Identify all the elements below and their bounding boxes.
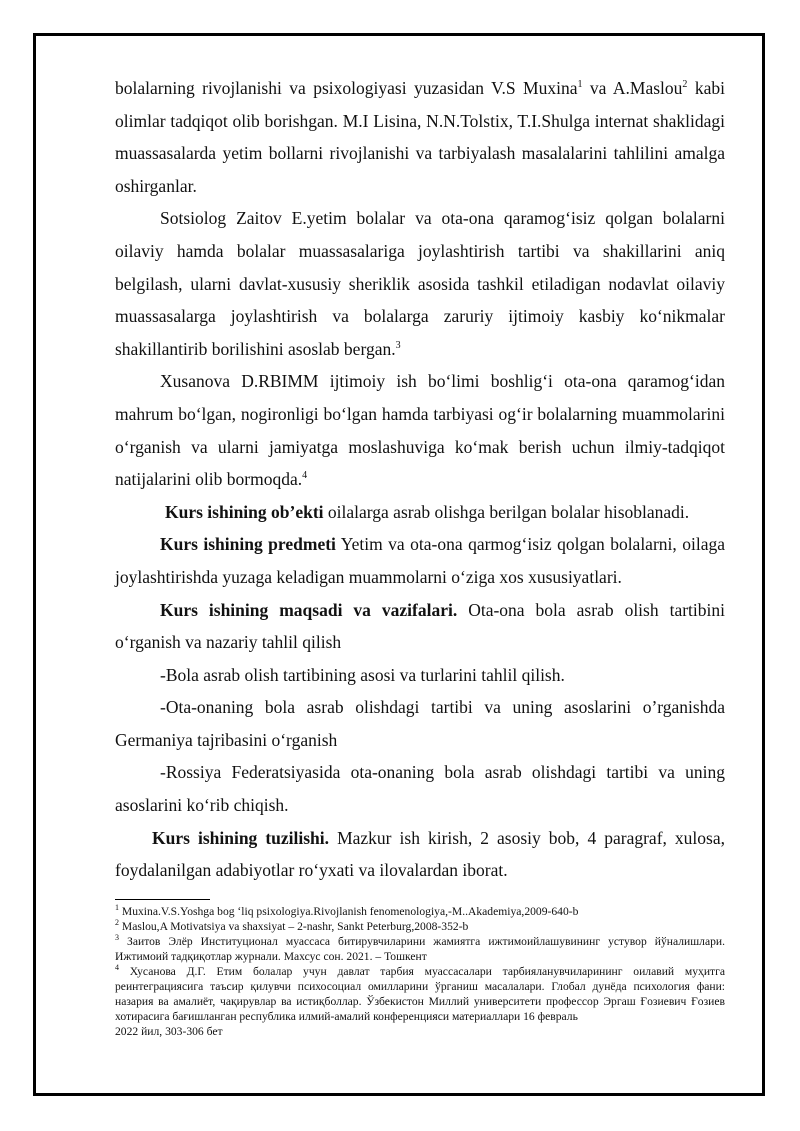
- paragraph-3: Xusanova D.RBIMM ijtimoiy ish bo‘limi boshlig‘i ota-ona qaramog‘idan mahrum bo‘lgan, nogironligi bo‘lgan hamda tarbiyasi og‘ir bolalarning muammolarini o‘rganish va ularni jamiyatga moslashuviga ko‘mak berish uchun ilmiy-tadqiqot natijalarini olib bormoqda.$^4$: [115, 371, 725, 490]
- list-item: -Ota-onaning bola asrab olishdagi tartibi va uning asoslarini o’rganishda Germaniya tajribasini o‘rganish: [115, 697, 725, 750]
- footnote-3: $^3$ Заитов Элёр Институционал муассаса битирувчиларини жамиятга ижтимоийлашувининг устувор йўналишлари. Ижтимоий тадқиқотлар журнали. Махсус сон. 2021. – Тошкент: [115, 932, 725, 963]
- list-item: -Bola asrab olish tartibining asosi va turlarini tahlil qilish.: [160, 664, 565, 685]
- paragraph-subject: Kurs ishining predmeti Yetim va ota-ona qarmog‘isiz qolgan bolalarni, oilaga joylashtirishda yuzaga keladigan muammolarni o‘ziga xos xususiyatlari.: [115, 534, 725, 587]
- footnote-2: $^2$ Maslou,A Motivatsiya va shaxsiyat – 2-nashr, Sankt Peterburg,2008-352-b: [115, 917, 469, 933]
- paragraph-structure: Kurs ishining tuzilishi. Mazkur ish kirish, 2 asosiy bob, 4 paragraf, xulosa, foydalanilgan adabiyotlar ro‘yxati va ilovalardan iborat.: [115, 827, 725, 881]
- footnote-4: $^4$ Хусанова Д.Г. Етим болалар учун давлат тарбия муассасалари тарбияланувчиларининг оилавий муҳитга реинтеграциясига таъсир қилувчи психосоциал омилларини ўрганиш масалалари. Глобал дунёда психология фани: назария ва амалиёт, чақирувлар ва истиқболлар. Ўзбекистон Миллий университети профессор Эргаш Ғозиевич Ғозиев хотирасига бағишланган республика илмий-амалий конференцияси материаллари 16 февраль: [115, 962, 725, 1023]
- document-body: [115, 72, 725, 1039]
- footnote-ref-3[interactable]: 3: [395, 339, 401, 351]
- paragraph-2: Sotsiolog Zaitov E.yetim bolalar va ota-ona qaramog‘isiz qolgan bolalarni oilaviy hamda bolalar muassasalariga joylashtirish tartibi va shakillarini aniq belgilash, ularni davlat-xususiy sheriklik asosida tashkil etiladigan nodavlat oilaviy muassasalarga joylashtirish va bolalarga zaruriy ijtimoiy kasbiy ko‘nikmalar shakillantirib borilishini asoslab bergan.$^3$: [115, 208, 725, 359]
- heading-goals: Kurs ishining maqsadi va vazifalari.: [160, 599, 458, 620]
- footnote-ref-1[interactable]: 1: [577, 79, 583, 91]
- heading-object: Kurs ishining ob’ekti: [165, 501, 324, 522]
- footnote-ref-4[interactable]: 4: [302, 470, 308, 482]
- heading-subject: Kurs ishining predmeti: [160, 534, 336, 555]
- list-item: -Rossiya Federatsiyasida ota-onaning bola asrab olishdagi tartibi va uning asoslarini ko‘rib chiqish.: [115, 762, 725, 816]
- paragraph-goals: Kurs ishining maqsadi va vazifalari. Ota-ona bola asrab olish tartibini o‘rganish va nazariy tahlil qilish: [115, 599, 725, 653]
- footnote-4-continued: 2022 йил, 303-306 бет: [115, 1024, 223, 1038]
- footnote-1: $^1$ Muxina.V.S.Yoshga bog ‘liq psixologiya.Rivojlanish fenomenologiya,-M..Akademiya,2009-640-b: [115, 902, 579, 918]
- heading-structure: Kurs ishining tuzilishi.: [152, 827, 330, 848]
- paragraph-object: Kurs ishining ob’ekti oilalarga asrab olishga berilgan bolalar hisoblanadi.: [165, 501, 690, 522]
- footnote-divider: [115, 899, 210, 900]
- footnote-ref-2[interactable]: 2: [682, 79, 688, 91]
- paragraph-1: bolalarning rivojlanishi va psixologiyasi yuzasidan V.S Muxina$^1$ va A.Maslou$^2$ kabi olimlar tadqiqot olib borishgan. M.I Lisina, N.N.Tolstix, T.I.Shulga internat shaklidagi muassasalarda yetim bollarni rivojlanishi va tarbiyalash masalalarini tahlilini amalga oshirganlar.: [115, 78, 725, 196]
